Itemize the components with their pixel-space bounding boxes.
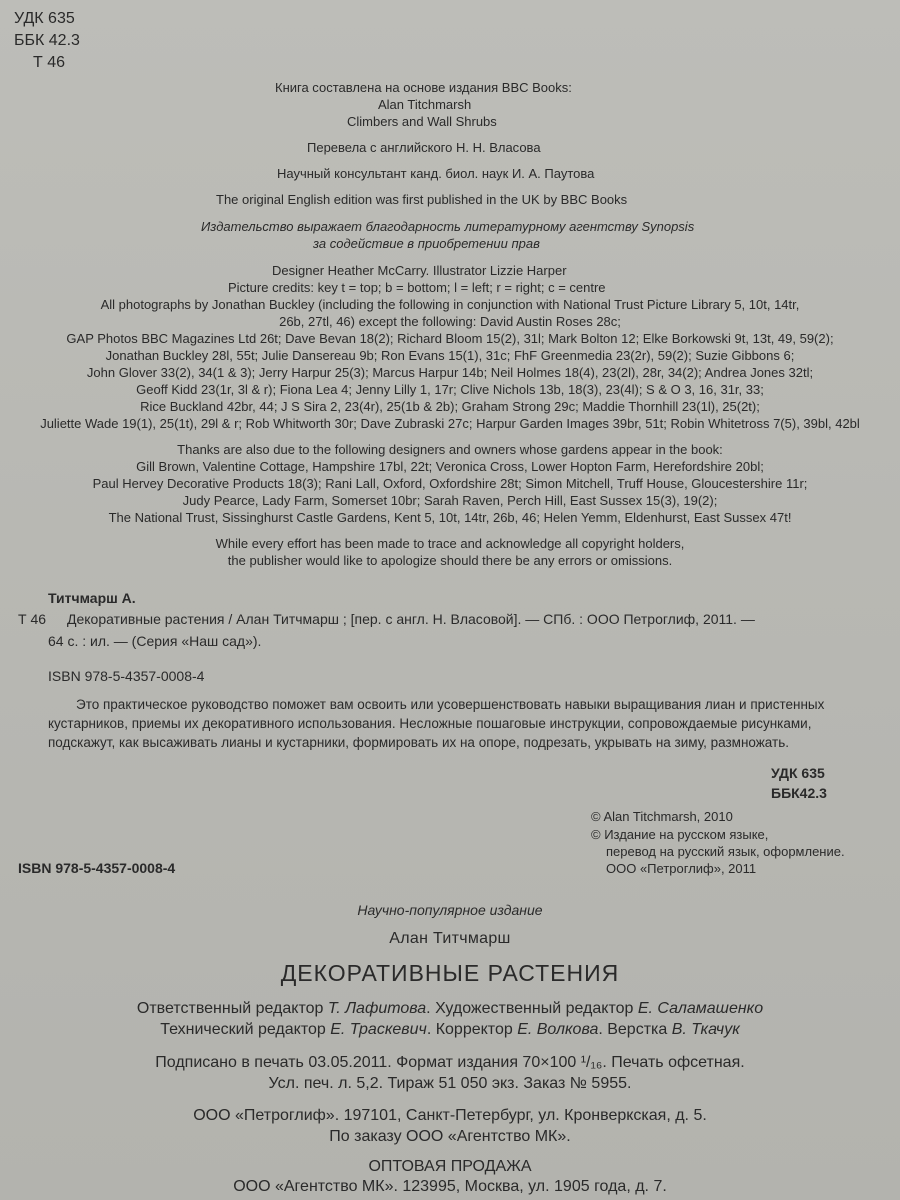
imprint-author: Алан Титчмарш [389,930,511,947]
translator-line: Перевела с английского Н. Н. Власова [307,140,541,155]
designer-line: Designer Heather McCarry. Illustrator Lizzie Harper [272,263,567,278]
editors-role: . Верстка [598,1021,672,1038]
udk-code: УДК 635 [14,10,75,27]
picture-credits-key: Picture credits: key t = top; b = bottom; l = left; r = right; c = centre [228,280,606,295]
catalog-code: Т 46 [18,611,47,627]
editor-name: Е. Волкова [517,1021,599,1038]
wholesale-heading: ОПТОВАЯ ПРОДАЖА [368,1158,532,1175]
book-title: ДЕКОРАТИВНЫЕ РАСТЕНИЯ [280,960,620,986]
photo-credit-line: GAP Photos BBC Magazines Ltd 26t; Dave Bevan 18(2); Richard Bloom 15(2), 31l; Mark Bolton 12; Elke Borkowski 9t, 13t, 49, 59(2); [66,331,834,346]
gratitude-line-1: Издательство выражает благодарность литературному агентству Synopsis [201,219,695,234]
photo-credit-line: All photographs by Jonathan Buckley (including the following in conjunction with National Trust Picture Library 5, 10t, 14tr, [100,297,800,312]
original-author: Alan Titchmarsh [378,97,472,112]
catalog-description-1: Декоративные растения / Алан Титчмарш ; [пер. с англ. Н. Власовой]. — СПб. : ООО Петроглиф, 2011. — [67,611,755,627]
thanks-line: Thanks are also due to the following designers and owners whose gardens appear in the book: [177,442,723,457]
copyright-line-4: ООО «Петроглиф», 2011 [606,861,757,876]
editors-role: Ответственный редактор [136,1000,328,1017]
copyright-line-2: © Издание на русском языке, [591,827,769,842]
annotation-line: Это практическое руководство поможет вам освоить или усовершенствовать навыки выращивания лиан и пристенных [76,697,825,712]
print-line-1: Подписано в печать 03.05.2011. Формат издания 70×100 ¹/₁₆. Печать офсетная. [155,1054,745,1071]
thanks-line: Gill Brown, Valentine Cottage, Hampshire 17bl, 22t; Veronica Cross, Lower Hopton Farm, Herefordshire 20bl; [136,459,764,474]
photo-credit-line: Geoff Kidd 23(1r, 3l & r); Fiona Lea 4; Jenny Lilly 1, 17r; Clive Nichols 13b, 18(3), 23(4l); S & O 3, 16, 31r, 33; [136,382,764,397]
annotation-line: кустарников, приемы их декоративного использования. Несложные пошаговые инструкции, сопровождаемые рисунками, [48,716,812,731]
catalog-udk: УДК 635 [771,765,825,781]
photo-credit-line: Juliette Wade 19(1), 25(1t), 29l & r; Rob Whitworth 30r; Dave Zubraski 27c; Harpur Garden Images 39br, 51t; Robin Whitetross 7(5), 39bl, 42bl [40,416,860,431]
catalog-bbk: ББК42.3 [771,785,827,801]
editor-name: В. Ткачук [671,1021,740,1038]
print-line-2: Усл. печ. л. 5,2. Тираж 51 050 экз. Заказ № 5955. [268,1075,632,1092]
editor-name: Т. Лафитова [327,1000,427,1017]
bbk-code: ББК 42.3 [14,32,80,49]
editors-role: . Корректор [426,1021,518,1038]
editors-line-1 [0,1000,900,1018]
photo-credit-line: 26b, 27tl, 46) except the following: David Austin Roses 28c; [279,314,621,329]
thanks-line: Judy Pearce, Lady Farm, Somerset 10br; Sarah Raven, Perch Hill, East Sussex 15(3), 19(2); [182,493,718,508]
gratitude-line-2: за содействие в приобретении прав [313,236,540,251]
source-line: Книга составлена на основе издания BBC Books: [275,80,572,95]
annotation-line: подскажут, как высаживать лианы и кустарники, формировать их на опоре, подрезать, укрывать на зиму, размножать. [48,735,789,750]
catalog-isbn: ISBN 978-5-4357-0008-4 [48,668,205,684]
disclaimer-line: While every effort has been made to trace and acknowledge all copyright holders, [215,536,685,551]
editor-name: Е. Саламашенко [637,1000,764,1017]
catalog-description-2: 64 с. : ил. — (Серия «Наш сад»). [48,633,262,649]
editor-name: Е. Траскевич [330,1021,427,1038]
original-edition-line: The original English edition was first published in the UK by BBC Books [216,192,628,207]
disclaimer-line: the publisher would like to apologize should there be any errors or omissions. [227,553,673,568]
copyright-line-3: перевод на русский язык, оформление. [606,844,845,859]
author-sign-code: Т 46 [33,54,66,71]
thanks-line: The National Trust, Sissinghurst Castle Gardens, Kent 5, 10t, 14tr, 26b, 46; Helen Yemm, Eldenhurst, East Sussex 47t! [108,510,792,525]
wholesale-address: ООО «Агентство МК». 123995, Москва, ул. 1905 года, д. 7. [233,1178,667,1195]
original-title: Climbers and Wall Shrubs [347,114,497,129]
photo-credit-line: John Glover 33(2), 34(1 & 3); Jerry Harpur 25(3); Marcus Harpur 14b; Neil Holmes 18(4), 23(2l), 28r, 34(2); Andrea Jones 32tl; [86,365,814,380]
thanks-line: Paul Hervey Decorative Products 18(3); Rani Lall, Oxford, Oxfordshire 28t; Simon Mitchell, Truff House, Gloucestershire 11r; [92,476,808,491]
photo-credit-line: Rice Buckland 42br, 44; J S Sira 2, 23(4r), 25(1b & 2b); Graham Strong 29c; Maddie Thornhill 23(1l), 25(2t); [140,399,760,414]
consultant-line: Научный консультант канд. биол. наук И. А. Паутова [277,166,595,181]
photo-credit-line: Jonathan Buckley 28l, 55t; Julie Dansereau 9b; Ron Evans 15(1), 31c; FhF Greenmedia 23(2r), 59(2); Suzie Gibbons 6; [105,348,795,363]
isbn-bottom: ISBN 978-5-4357-0008-4 [18,860,176,876]
publisher-line-1: ООО «Петроглиф». 197101, Санкт-Петербург, ул. Кронверкская, д. 5. [193,1107,707,1124]
publisher-line-2: По заказу ООО «Агентство МК». [329,1128,571,1145]
catalog-author: Титчмарш А. [48,590,136,606]
copyright-line-1: © Alan Titchmarsh, 2010 [591,809,733,824]
editors-role: . Художественный редактор [426,1000,638,1017]
editors-line-2 [0,1021,900,1039]
genre-label: Научно-популярное издание [357,902,543,918]
editors-role: Технический редактор [160,1021,331,1038]
